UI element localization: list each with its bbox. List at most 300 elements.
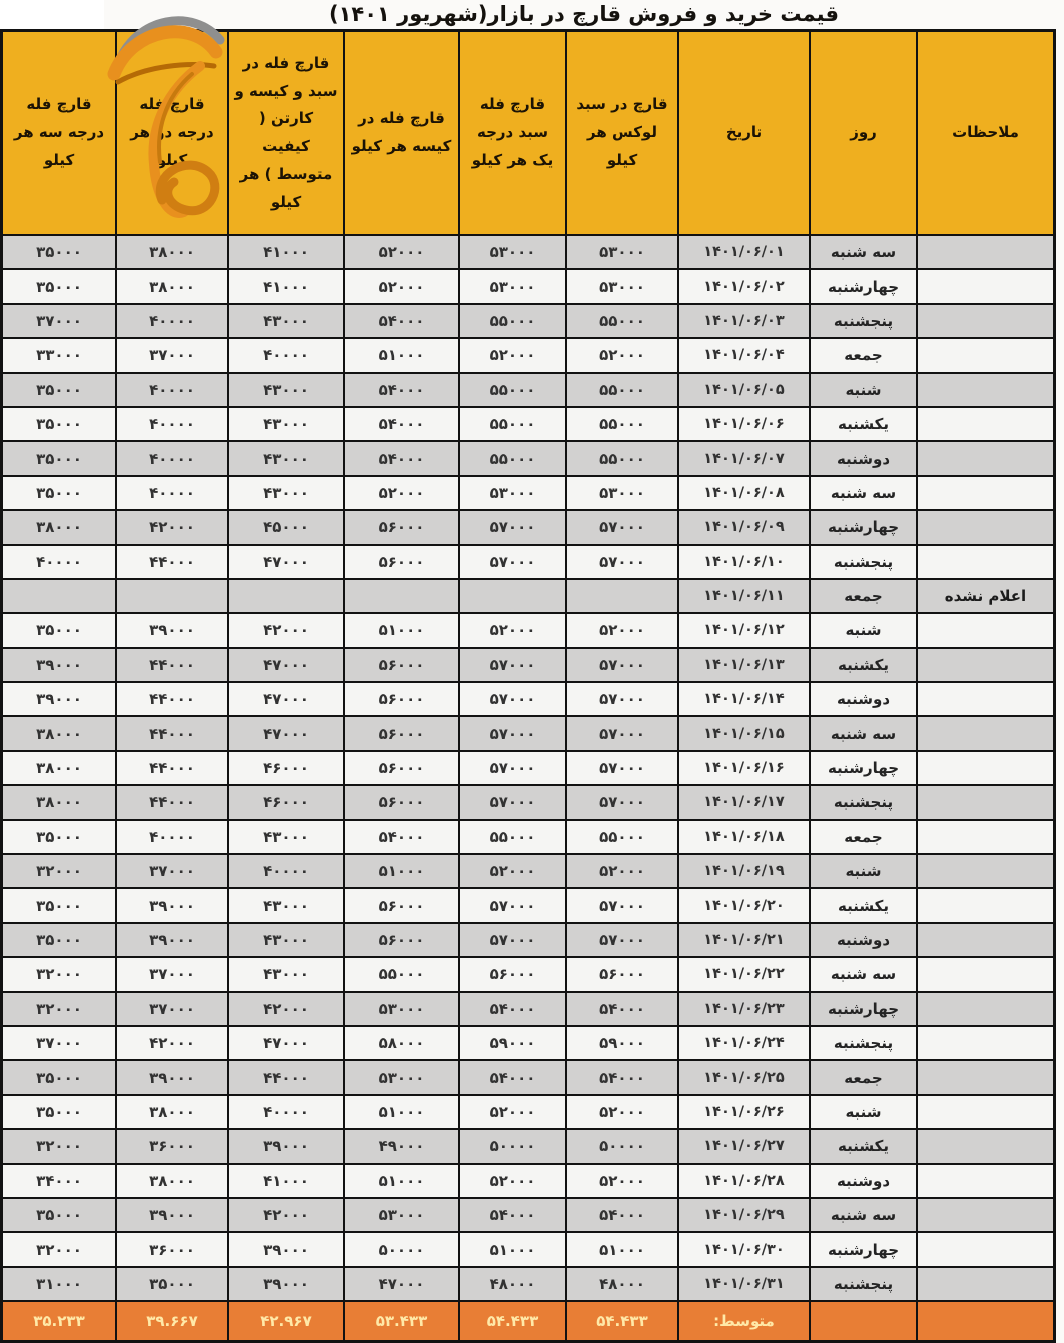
grade2-cell: ۴۰۰۰۰ [116,373,228,407]
grade3-cell: ۳۸۰۰۰ [2,510,117,544]
grade1-cell: ۴۸۰۰۰ [459,1267,566,1301]
day-cell: شنبه [810,373,917,407]
day-cell: پنجشنبه [810,785,917,819]
notes-cell [917,1267,1055,1301]
grade3-cell: ۳۵۰۰۰ [2,269,117,303]
footer-date-cell: متوسط: [678,1301,810,1342]
medium-cell: ۴۲۰۰۰ [228,992,344,1026]
grade3-cell: ۳۵۰۰۰ [2,1060,117,1094]
bag-cell: ۵۳۰۰۰ [344,1198,459,1232]
day-cell: سه شنبه [810,716,917,750]
footer-bag-cell: ۵۳.۴۳۳ [344,1301,459,1342]
grade2-cell: ۴۴۰۰۰ [116,545,228,579]
notes-cell [917,751,1055,785]
date-cell: ۱۴۰۱/۰۶/۰۲ [678,269,810,303]
luxury-cell: ۵۷۰۰۰ [566,648,678,682]
grade1-cell: ۵۰۰۰۰ [459,1129,566,1163]
table-row [2,648,1055,682]
bag-cell: ۵۶۰۰۰ [344,545,459,579]
grade2-cell: ۳۹۰۰۰ [116,1198,228,1232]
table-row [2,957,1055,991]
bag-cell: ۵۴۰۰۰ [344,304,459,338]
table-row [2,510,1055,544]
grade2-cell: ۳۹۰۰۰ [116,923,228,957]
date-cell: ۱۴۰۱/۰۶/۰۸ [678,476,810,510]
grade1-cell: ۵۵۰۰۰ [459,407,566,441]
date-cell: ۱۴۰۱/۰۶/۱۷ [678,785,810,819]
grade1-cell: ۵۷۰۰۰ [459,682,566,716]
bag-cell: ۵۲۰۰۰ [344,269,459,303]
footer-medium-cell: ۴۲.۹۶۷ [228,1301,344,1342]
date-cell: ۱۴۰۱/۰۶/۱۱ [678,579,810,613]
luxury-cell: ۵۵۰۰۰ [566,820,678,854]
day-cell: پنجشنبه [810,1267,917,1301]
date-cell: ۱۴۰۱/۰۶/۰۳ [678,304,810,338]
luxury-cell: ۵۹۰۰۰ [566,1026,678,1060]
notes-cell [917,648,1055,682]
grade1-cell: ۵۴۰۰۰ [459,1060,566,1094]
grade3-cell: ۳۸۰۰۰ [2,751,117,785]
grade3-cell: ۳۵۰۰۰ [2,613,117,647]
luxury-cell: ۵۰۰۰۰ [566,1129,678,1163]
grade3-cell: ۳۲۰۰۰ [2,1232,117,1266]
grade2-cell: ۴۴۰۰۰ [116,682,228,716]
table-row [2,545,1055,579]
date-cell: ۱۴۰۱/۰۶/۰۴ [678,338,810,372]
day-cell: شنبه [810,613,917,647]
bag-cell: ۴۷۰۰۰ [344,1267,459,1301]
table-row [2,1198,1055,1232]
table-row [2,613,1055,647]
footer-grade1-cell: ۵۴.۴۳۳ [459,1301,566,1342]
grade3-cell: ۳۵۰۰۰ [2,923,117,957]
day-cell: چهارشنبه [810,269,917,303]
day-cell: پنجشنبه [810,545,917,579]
luxury-cell: ۵۴۰۰۰ [566,1060,678,1094]
date-cell: ۱۴۰۱/۰۶/۱۶ [678,751,810,785]
bag-cell: ۵۱۰۰۰ [344,613,459,647]
date-cell: ۱۴۰۱/۰۶/۰۹ [678,510,810,544]
medium-cell: ۴۷۰۰۰ [228,682,344,716]
column-header-day: روز [810,31,917,236]
medium-cell: ۴۳۰۰۰ [228,476,344,510]
grade1-cell: ۵۳۰۰۰ [459,235,566,269]
grade2-cell: ۳۸۰۰۰ [116,1164,228,1198]
medium-cell: ۴۳۰۰۰ [228,923,344,957]
column-header-luxury: قارچ در سبد لوکس هر کیلو [566,31,678,236]
table-row [2,1232,1055,1266]
notes-cell [917,338,1055,372]
notes-cell [917,992,1055,1026]
luxury-cell: ۵۲۰۰۰ [566,338,678,372]
grade1-cell: ۵۵۰۰۰ [459,441,566,475]
bag-cell: ۵۶۰۰۰ [344,751,459,785]
bag-cell: ۵۰۰۰۰ [344,1232,459,1266]
luxury-cell: ۵۷۰۰۰ [566,716,678,750]
medium-cell: ۴۱۰۰۰ [228,235,344,269]
luxury-cell: ۵۷۰۰۰ [566,785,678,819]
luxury-cell: ۵۵۰۰۰ [566,373,678,407]
grade3-cell: ۳۵۰۰۰ [2,441,117,475]
notes-cell [917,716,1055,750]
medium-cell: ۴۱۰۰۰ [228,269,344,303]
day-cell: جمعه [810,1060,917,1094]
column-header-grade1: قارچ فله سبد درجه یک هر کیلو [459,31,566,236]
grade3-cell: ۳۲۰۰۰ [2,1129,117,1163]
bag-cell: ۵۶۰۰۰ [344,888,459,922]
table-body [2,235,1055,1301]
bag-cell: ۵۶۰۰۰ [344,682,459,716]
day-cell: سه شنبه [810,476,917,510]
luxury-cell: ۵۱۰۰۰ [566,1232,678,1266]
day-cell: دوشنبه [810,682,917,716]
notes-cell [917,820,1055,854]
notes-cell [917,1095,1055,1129]
day-cell: جمعه [810,338,917,372]
bag-cell: ۵۸۰۰۰ [344,1026,459,1060]
medium-cell: ۴۰۰۰۰ [228,1095,344,1129]
grade2-cell: ۳۷۰۰۰ [116,992,228,1026]
grade2-cell: ۳۸۰۰۰ [116,235,228,269]
grade3-cell: ۳۹۰۰۰ [2,648,117,682]
footer-grade3-cell: ۳۵.۲۳۳ [2,1301,117,1342]
date-cell: ۱۴۰۱/۰۶/۲۹ [678,1198,810,1232]
day-cell: دوشنبه [810,923,917,957]
notes-cell [917,407,1055,441]
grade3-cell: ۳۳۰۰۰ [2,338,117,372]
luxury-cell: ۵۳۰۰۰ [566,235,678,269]
grade3-cell: ۳۵۰۰۰ [2,1095,117,1129]
table-row [2,441,1055,475]
day-cell: چهارشنبه [810,510,917,544]
table-row [2,269,1055,303]
notes-cell [917,510,1055,544]
grade1-cell: ۵۲۰۰۰ [459,338,566,372]
bag-cell: ۵۶۰۰۰ [344,648,459,682]
notes-cell [917,1026,1055,1060]
grade1-cell: ۵۷۰۰۰ [459,751,566,785]
luxury-cell: ۵۶۰۰۰ [566,957,678,991]
medium-cell: ۴۳۰۰۰ [228,957,344,991]
grade1-cell: ۵۷۰۰۰ [459,510,566,544]
date-cell: ۱۴۰۱/۰۶/۲۱ [678,923,810,957]
page [13,0,1064,1343]
grade3-cell: ۳۱۰۰۰ [2,1267,117,1301]
grade1-cell: ۵۳۰۰۰ [459,269,566,303]
column-header-grade2: قارچ فله درجه دو هر کیلو [116,31,228,236]
notes-cell [917,785,1055,819]
luxury-cell: ۵۲۰۰۰ [566,613,678,647]
date-cell: ۱۴۰۱/۰۶/۲۲ [678,957,810,991]
table-row [2,785,1055,819]
table-row [2,820,1055,854]
date-cell: ۱۴۰۱/۰۶/۲۴ [678,1026,810,1060]
grade3-cell: ۳۵۰۰۰ [2,373,117,407]
date-cell: ۱۴۰۱/۰۶/۲۸ [678,1164,810,1198]
grade1-cell: ۵۵۰۰۰ [459,820,566,854]
date-cell: ۱۴۰۱/۰۶/۳۰ [678,1232,810,1266]
grade1-cell: ۵۴۰۰۰ [459,1198,566,1232]
footer-notes-cell [917,1301,1055,1342]
table-row [2,854,1055,888]
medium-cell: ۴۴۰۰۰ [228,1060,344,1094]
notes-cell: اعلام نشده [917,579,1055,613]
grade3-cell: ۳۷۰۰۰ [2,304,117,338]
day-cell: پنجشنبه [810,304,917,338]
price-table [0,29,1056,1343]
notes-cell [917,1232,1055,1266]
date-cell: ۱۴۰۱/۰۶/۰۱ [678,235,810,269]
luxury-cell: ۵۴۰۰۰ [566,1198,678,1232]
day-cell: چهارشنبه [810,1232,917,1266]
date-cell: ۱۴۰۱/۰۶/۰۷ [678,441,810,475]
footer-day-cell [810,1301,917,1342]
notes-cell [917,1060,1055,1094]
date-cell: ۱۴۰۱/۰۶/۱۹ [678,854,810,888]
grade1-cell: ۵۴۰۰۰ [459,992,566,1026]
notes-cell [917,923,1055,957]
grade3-cell: ۳۴۰۰۰ [2,1164,117,1198]
luxury-cell: ۵۲۰۰۰ [566,854,678,888]
grade3-cell: ۳۸۰۰۰ [2,785,117,819]
date-cell: ۱۴۰۱/۰۶/۱۵ [678,716,810,750]
medium-cell: ۴۳۰۰۰ [228,441,344,475]
day-cell: سه شنبه [810,957,917,991]
grade2-cell: ۴۰۰۰۰ [116,441,228,475]
date-cell: ۱۴۰۱/۰۶/۳۱ [678,1267,810,1301]
table-row [2,682,1055,716]
medium-cell: ۴۳۰۰۰ [228,304,344,338]
notes-cell [917,235,1055,269]
date-cell: ۱۴۰۱/۰۶/۱۸ [678,820,810,854]
luxury-cell: ۵۵۰۰۰ [566,407,678,441]
medium-cell: ۴۳۰۰۰ [228,407,344,441]
notes-cell [917,957,1055,991]
column-header-date: تاریخ [678,31,810,236]
day-cell: دوشنبه [810,441,917,475]
grade2-cell: ۳۹۰۰۰ [116,888,228,922]
grade2-cell: ۳۸۰۰۰ [116,269,228,303]
grade2-cell: ۴۰۰۰۰ [116,304,228,338]
table-row [2,751,1055,785]
grade2-cell: ۳۹۰۰۰ [116,1060,228,1094]
grade2-cell: ۴۲۰۰۰ [116,1026,228,1060]
grade1-cell: ۵۲۰۰۰ [459,1164,566,1198]
grade1-cell: ۵۷۰۰۰ [459,785,566,819]
bag-cell: ۵۱۰۰۰ [344,338,459,372]
grade2-cell: ۴۴۰۰۰ [116,785,228,819]
grade3-cell: ۳۲۰۰۰ [2,854,117,888]
luxury-cell: ۵۷۰۰۰ [566,510,678,544]
date-cell: ۱۴۰۱/۰۶/۲۰ [678,888,810,922]
medium-cell: ۴۱۰۰۰ [228,1164,344,1198]
footer-luxury-cell: ۵۴.۴۳۳ [566,1301,678,1342]
grade1-cell: ۵۲۰۰۰ [459,854,566,888]
medium-cell: ۴۵۰۰۰ [228,510,344,544]
grade2-cell: ۳۶۰۰۰ [116,1129,228,1163]
grade2-cell: ۴۴۰۰۰ [116,751,228,785]
date-cell: ۱۴۰۱/۰۶/۲۳ [678,992,810,1026]
grade3-cell: ۳۵۰۰۰ [2,235,117,269]
bag-cell: ۵۶۰۰۰ [344,923,459,957]
luxury-cell: ۵۷۰۰۰ [566,751,678,785]
bag-cell: ۵۱۰۰۰ [344,854,459,888]
grade1-cell: ۵۷۰۰۰ [459,923,566,957]
table-row [2,1129,1055,1163]
luxury-cell: ۵۴۰۰۰ [566,992,678,1026]
grade2-cell: ۴۰۰۰۰ [116,407,228,441]
bag-cell: ۴۹۰۰۰ [344,1129,459,1163]
day-cell: شنبه [810,854,917,888]
medium-cell: ۳۹۰۰۰ [228,1267,344,1301]
page-title: قیمت خرید و فروش قارچ در بازار(شهریور ۱۴۰۱) [328,2,839,26]
notes-cell [917,888,1055,922]
grade2-cell: ۳۵۰۰۰ [116,1267,228,1301]
medium-cell [228,579,344,613]
grade1-cell: ۵۱۰۰۰ [459,1232,566,1266]
medium-cell: ۴۲۰۰۰ [228,1198,344,1232]
bag-cell: ۵۴۰۰۰ [344,373,459,407]
luxury-cell: ۵۷۰۰۰ [566,682,678,716]
header-row [2,31,1055,236]
day-cell: یکشنبه [810,888,917,922]
notes-cell [917,613,1055,647]
notes-cell [917,269,1055,303]
grade2-cell: ۳۹۰۰۰ [116,613,228,647]
table-row [2,888,1055,922]
day-cell: چهارشنبه [810,751,917,785]
date-cell: ۱۴۰۱/۰۶/۱۰ [678,545,810,579]
grade2-cell: ۴۰۰۰۰ [116,476,228,510]
grade3-cell: ۳۵۰۰۰ [2,888,117,922]
grade1-cell: ۵۶۰۰۰ [459,957,566,991]
medium-cell: ۳۹۰۰۰ [228,1129,344,1163]
date-cell: ۱۴۰۱/۰۶/۲۵ [678,1060,810,1094]
medium-cell: ۴۳۰۰۰ [228,888,344,922]
luxury-cell: ۵۲۰۰۰ [566,1164,678,1198]
luxury-cell: ۵۵۰۰۰ [566,441,678,475]
bag-cell: ۵۴۰۰۰ [344,820,459,854]
date-cell: ۱۴۰۱/۰۶/۰۶ [678,407,810,441]
bag-cell: ۵۳۰۰۰ [344,992,459,1026]
luxury-cell: ۵۵۰۰۰ [566,304,678,338]
medium-cell: ۴۲۰۰۰ [228,613,344,647]
luxury-cell: ۵۷۰۰۰ [566,923,678,957]
medium-cell: ۴۰۰۰۰ [228,854,344,888]
bag-cell: ۵۲۰۰۰ [344,476,459,510]
grade1-cell: ۵۵۰۰۰ [459,373,566,407]
notes-cell [917,1164,1055,1198]
bag-cell: ۵۶۰۰۰ [344,510,459,544]
grade3-cell: ۳۲۰۰۰ [2,992,117,1026]
notes-cell [917,682,1055,716]
grade1-cell [459,579,566,613]
bag-cell: ۵۵۰۰۰ [344,957,459,991]
grade1-cell: ۵۷۰۰۰ [459,716,566,750]
table-row [2,476,1055,510]
day-cell: یکشنبه [810,648,917,682]
grade1-cell: ۵۷۰۰۰ [459,648,566,682]
grade2-cell: ۴۲۰۰۰ [116,510,228,544]
grade2-cell: ۴۴۰۰۰ [116,716,228,750]
medium-cell: ۴۷۰۰۰ [228,1026,344,1060]
luxury-cell: ۵۲۰۰۰ [566,1095,678,1129]
table-row [2,579,1055,613]
grade1-cell: ۵۳۰۰۰ [459,476,566,510]
medium-cell: ۴۳۰۰۰ [228,373,344,407]
table-row [2,338,1055,372]
notes-cell [917,304,1055,338]
day-cell: جمعه [810,820,917,854]
grade2-cell: ۳۷۰۰۰ [116,338,228,372]
day-cell: یکشنبه [810,407,917,441]
grade3-cell: ۳۲۰۰۰ [2,957,117,991]
day-cell: سه شنبه [810,1198,917,1232]
table-row [2,1060,1055,1094]
medium-cell: ۳۹۰۰۰ [228,1232,344,1266]
table-row [2,1095,1055,1129]
column-header-medium: قارچ فله در سبد و کیسه و کارتن ( کیفیت متوسط ) هر کیلو [228,31,344,236]
column-header-notes: ملاحظات [917,31,1055,236]
grade2-cell: ۳۷۰۰۰ [116,957,228,991]
date-cell: ۱۴۰۱/۰۶/۱۳ [678,648,810,682]
table-row [2,373,1055,407]
luxury-cell: ۵۳۰۰۰ [566,269,678,303]
date-cell: ۱۴۰۱/۰۶/۲۶ [678,1095,810,1129]
luxury-cell [566,579,678,613]
grade3-cell: ۳۵۰۰۰ [2,407,117,441]
medium-cell: ۴۳۰۰۰ [228,820,344,854]
column-header-grade3: قارچ فله درجه سه هر کیلو [2,31,117,236]
table-row [2,235,1055,269]
table-row [2,1026,1055,1060]
grade1-cell: ۵۵۰۰۰ [459,304,566,338]
bag-cell [344,579,459,613]
medium-cell: ۴۷۰۰۰ [228,648,344,682]
table-row [2,407,1055,441]
grade1-cell: ۵۷۰۰۰ [459,545,566,579]
grade1-cell: ۵۹۰۰۰ [459,1026,566,1060]
grade2-cell: ۳۷۰۰۰ [116,854,228,888]
day-cell: شنبه [810,1095,917,1129]
grade3-cell: ۳۵۰۰۰ [2,820,117,854]
luxury-cell: ۴۸۰۰۰ [566,1267,678,1301]
grade2-cell: ۴۴۰۰۰ [116,648,228,682]
medium-cell: ۴۷۰۰۰ [228,716,344,750]
bag-cell: ۵۳۰۰۰ [344,1060,459,1094]
luxury-cell: ۵۷۰۰۰ [566,545,678,579]
date-cell: ۱۴۰۱/۰۶/۱۴ [678,682,810,716]
grade2-cell [116,579,228,613]
table-row [2,1164,1055,1198]
grade1-cell: ۵۷۰۰۰ [459,888,566,922]
notes-cell [917,1129,1055,1163]
day-cell: جمعه [810,579,917,613]
grade1-cell: ۵۲۰۰۰ [459,1095,566,1129]
footer-grade2-cell: ۳۹.۶۶۷ [116,1301,228,1342]
bag-cell: ۵۲۰۰۰ [344,235,459,269]
table-row [2,304,1055,338]
date-cell: ۱۴۰۱/۰۶/۰۵ [678,373,810,407]
table-row [2,716,1055,750]
day-cell: پنجشنبه [810,1026,917,1060]
grade3-cell: ۳۵۰۰۰ [2,1198,117,1232]
grade3-cell: ۳۷۰۰۰ [2,1026,117,1060]
grade1-cell: ۵۲۰۰۰ [459,613,566,647]
date-cell: ۱۴۰۱/۰۶/۲۷ [678,1129,810,1163]
day-cell: یکشنبه [810,1129,917,1163]
luxury-cell: ۵۳۰۰۰ [566,476,678,510]
